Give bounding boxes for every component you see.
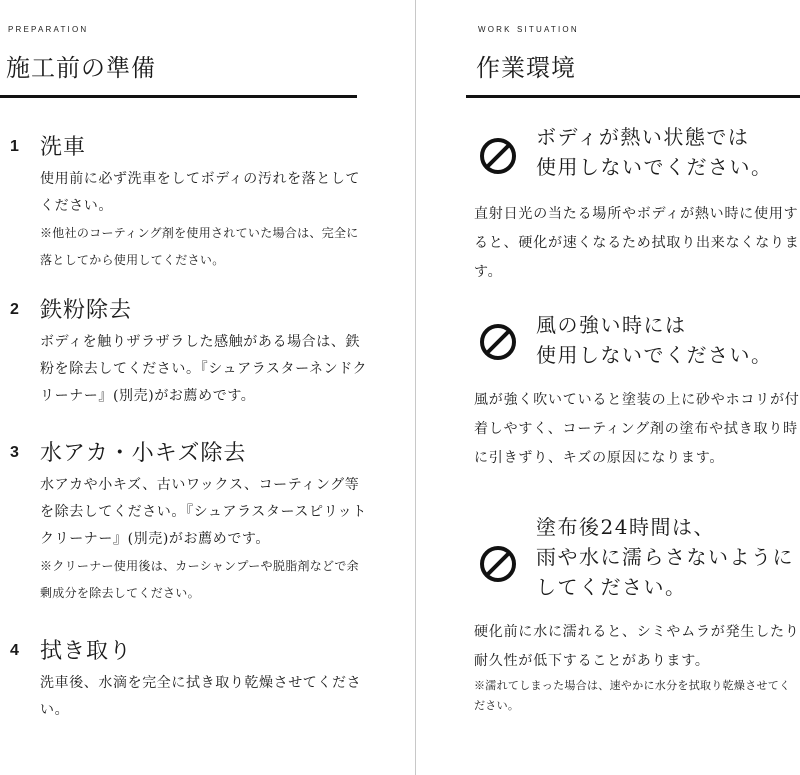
- step-number: 1: [10, 138, 19, 155]
- warning-title-line: 使用しないでください。: [536, 155, 773, 179]
- step-title: 洗車: [40, 135, 87, 160]
- step-number: 4: [10, 642, 19, 659]
- step-title: 拭き取り: [40, 639, 133, 664]
- warning-title-line: 使用しないでください。: [536, 343, 773, 367]
- step-number: 2: [10, 301, 19, 318]
- step-text: 洗車後、水滴を完全に拭き取り乾燥させてください。: [40, 675, 362, 718]
- warning-text: 硬化前に水に濡れると、シミやムラが発生したり耐久性が低下することがあります。: [474, 624, 800, 669]
- column-divider: [415, 0, 416, 775]
- prohibition-icon: [478, 322, 518, 362]
- step-number: 3: [10, 444, 19, 461]
- preparation-title: 施工前の準備: [6, 54, 156, 82]
- step-body: [40, 670, 370, 724]
- warning-title-line: ボディが熱い状態では: [536, 125, 750, 149]
- warning-note: ※濡れてしまった場合は、速やかに水分を拭取り乾燥させてください。: [474, 679, 791, 712]
- warning-title-line: してください。: [536, 575, 687, 599]
- step-note: ※他社のコーティング剤を使用されていた場合は、完全に落としてから使用してください。: [40, 226, 359, 267]
- step-text: ボディを触りザラザラした感触がある場合は、鉄粉を除去してください。『シュアラスターネンドクリーナー』(別売)がお薦めです。: [40, 334, 368, 404]
- warning-title-line: 雨や水に濡らさないように: [536, 545, 794, 569]
- preparation-eyebrow: preparation: [8, 23, 89, 35]
- warning-body: [474, 618, 800, 716]
- step-body: [40, 166, 370, 274]
- warning-title: [536, 512, 800, 602]
- step-body: [40, 329, 370, 410]
- step-text: 使用前に必ず洗車をしてボディの汚れを落としてください。: [40, 171, 361, 214]
- step-text: 水アカや小キズ、古いワックス、コーティング等を除去してください。『シュアラスタースピリットクリーナー』(別売)がお薦めです。: [40, 477, 367, 547]
- prohibition-icon: [478, 136, 518, 176]
- work-situation-rule: [466, 95, 800, 98]
- work-situation-eyebrow: work situation: [478, 23, 579, 35]
- step-title: 鉄粉除去: [40, 298, 133, 323]
- work-situation-title: 作業環境: [476, 54, 576, 82]
- warning-title-line: 塗布後24時間は、: [536, 515, 715, 539]
- preparation-rule: [0, 95, 357, 98]
- warning-title: [536, 122, 800, 182]
- warning-body: 直射日光の当たる場所やボディが熱い時に使用すると、硬化が速くなるため拭取り出来なくなります。: [474, 206, 800, 280]
- warning-title: [536, 310, 800, 370]
- warning-title-line: 風の強い時には: [536, 313, 687, 337]
- warning-body: 風が強く吹いていると塗装の上に砂やホコリが付着しやすく、コーティング剤の塗布や拭き取り時に引きずり、キズの原因になります。: [474, 392, 800, 466]
- step-note: ※クリーナー使用後は、カーシャンプーや脱脂剤などで余剰成分を除去してください。: [40, 559, 359, 600]
- prohibition-icon: [478, 544, 518, 584]
- step-title: 水アカ・小キズ除去: [40, 441, 247, 466]
- step-body: [40, 472, 370, 607]
